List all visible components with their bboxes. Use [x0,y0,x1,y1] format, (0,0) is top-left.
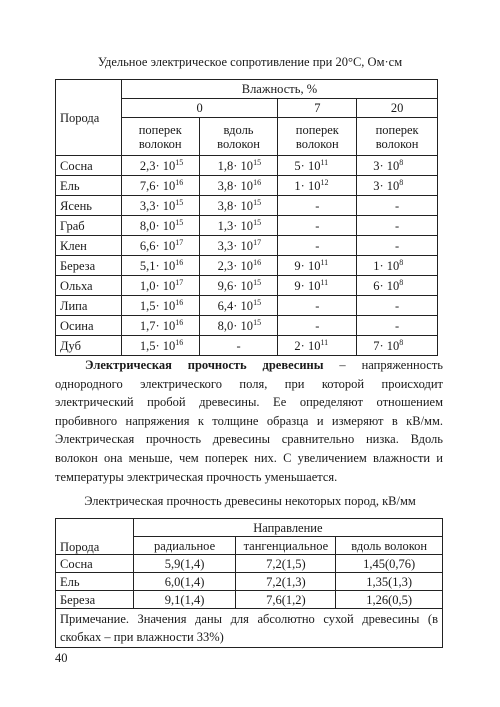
species-name: Липа [56,296,122,316]
subheader-across-7: поперек волокон [278,118,357,156]
resistivity-cell: - [278,296,357,316]
resistivity-cell: - [278,216,357,236]
resistivity-cell: $9,6\cdot 10^{15}$ [199,276,278,296]
table-row [56,196,438,216]
strength-cell: 9,1(1,4) [133,591,236,609]
strength-cell: 1,45(0,76) [336,555,443,573]
strength-cell: 7,2(1,3) [236,573,336,591]
col-along-grain: вдоль волокон [336,537,443,555]
resistivity-cell: $9\cdot 10^{11}$ [278,276,357,296]
resistivity-cell: $8,0\cdot 10^{15}$ [121,216,199,236]
paragraph-text: – напряженность однородного электрического поля, при которой происходит электрический пробой древесины. Ее определяют отношением пробивного напряжения к толщине образца и измеряют в кВ/мм. Электрическая прочность древесины сравнительно низка. Вдоль волокон она меньше, чем поперек них. С увеличением влажности и температуры электрическая прочность уменьшается. [55,358,443,484]
resistivity-cell: $8,0\cdot 10^{15}$ [199,316,278,336]
table-row [56,256,438,276]
table-row [56,555,443,573]
resistivity-cell: $1\cdot 10^8$ [357,256,438,276]
table-note: Примечание. Значения даны для абсолютно сухой древесины (в скобках – при влажности 33%) [56,609,443,648]
resistivity-cell: $1,8\cdot 10^{15}$ [199,156,278,176]
table1-caption: Удельное электрическое сопротивление при 20°С, Ом·см [97,55,403,69]
resistivity-cell: $2\cdot 10^{11}$ [278,336,357,356]
resistivity-cell: $5\cdot 10^{11}$ [278,156,357,176]
electric-strength-paragraph [55,356,443,486]
resistivity-cell: - [357,216,438,236]
species-name: Береза [56,591,134,609]
table-row [56,336,438,356]
humidity-level-0: 0 [121,99,278,118]
species-name: Ель [56,176,122,196]
resistivity-cell: - [357,196,438,216]
table-row [56,236,438,256]
species-name: Ольха [56,276,122,296]
paragraph-term: Электрическая прочность древесины [85,358,324,372]
resistivity-cell: $6\cdot 10^8$ [357,276,438,296]
resistivity-cell: $3,8\cdot 10^{15}$ [199,196,278,216]
strength-cell: 5,9(1,4) [133,555,236,573]
humidity-level-20: 20 [357,99,438,118]
humidity-header: Влажность, % [121,80,437,99]
strength-cell: 6,0(1,4) [133,573,236,591]
subheader-along-0: вдоль волокон [199,118,278,156]
table2-caption: Электрическая прочность древесины некоторых пород, кВ/мм [84,494,416,508]
resistivity-cell: $3,3\cdot 10^{17}$ [199,236,278,256]
resistivity-cell: $1,5\cdot 10^{16}$ [121,296,199,316]
direction-header: Направление [133,519,442,537]
species-name: Ясень [56,196,122,216]
strength-cell: 7,6(1,2) [236,591,336,609]
subheader-across-0: поперек волокон [121,118,199,156]
resistivity-cell: $1,0\cdot 10^{17}$ [121,276,199,296]
page-number: 40 [55,651,68,665]
subheader-across-20: поперек волокон [357,118,438,156]
species-name: Граб [56,216,122,236]
resistivity-cell: - [199,336,278,356]
resistivity-cell: $1,7\cdot 10^{16}$ [121,316,199,336]
resistivity-cell: - [357,296,438,316]
t2-species-header: Порода [56,519,134,555]
humidity-level-7: 7 [278,99,357,118]
table-row [56,176,438,196]
strength-cell: 1,26(0,5) [336,591,443,609]
resistivity-cell: $3\cdot 10^8$ [357,156,438,176]
resistivity-cell: $3\cdot 10^8$ [357,176,438,196]
species-name: Ель [56,573,134,591]
species-name: Сосна [56,555,134,573]
col-tangential: тангенциальное [236,537,336,555]
table-row [56,156,438,176]
resistivity-table [55,79,438,356]
table-row [56,216,438,236]
resistivity-cell: $3,8\cdot 10^{16}$ [199,176,278,196]
resistivity-cell: - [278,196,357,216]
resistivity-cell: $5,1\cdot 10^{16}$ [121,256,199,276]
table-row [56,573,443,591]
resistivity-cell: $1,3\cdot 10^{15}$ [199,216,278,236]
species-name: Береза [56,256,122,276]
table-row [56,591,443,609]
species-header: Порода [56,80,122,156]
resistivity-cell: - [278,236,357,256]
table-row [56,276,438,296]
electric-strength-table [55,518,443,648]
table-row [56,316,438,336]
resistivity-cell: $1,5\cdot 10^{16}$ [121,336,199,356]
resistivity-cell: $3,3\cdot 10^{15}$ [121,196,199,216]
resistivity-cell: - [278,316,357,336]
resistivity-cell: $9\cdot 10^{11}$ [278,256,357,276]
resistivity-cell: - [357,236,438,256]
species-name: Осина [56,316,122,336]
col-radial: радиальное [133,537,236,555]
resistivity-cell: $6,6\cdot 10^{17}$ [121,236,199,256]
resistivity-cell: $7\cdot 10^8$ [357,336,438,356]
resistivity-cell: $7,6\cdot 10^{16}$ [121,176,199,196]
strength-cell: 7,2(1,5) [236,555,336,573]
species-name: Дуб [56,336,122,356]
resistivity-cell: $6,4\cdot 10^{15}$ [199,296,278,316]
table-row [56,296,438,316]
species-name: Сосна [56,156,122,176]
resistivity-cell: $2,3\cdot 10^{15}$ [121,156,199,176]
resistivity-cell: $2,3\cdot 10^{16}$ [199,256,278,276]
species-name: Клен [56,236,122,256]
resistivity-cell: - [357,316,438,336]
resistivity-cell: $1\cdot 10^{12}$ [278,176,357,196]
strength-cell: 1,35(1,3) [336,573,443,591]
